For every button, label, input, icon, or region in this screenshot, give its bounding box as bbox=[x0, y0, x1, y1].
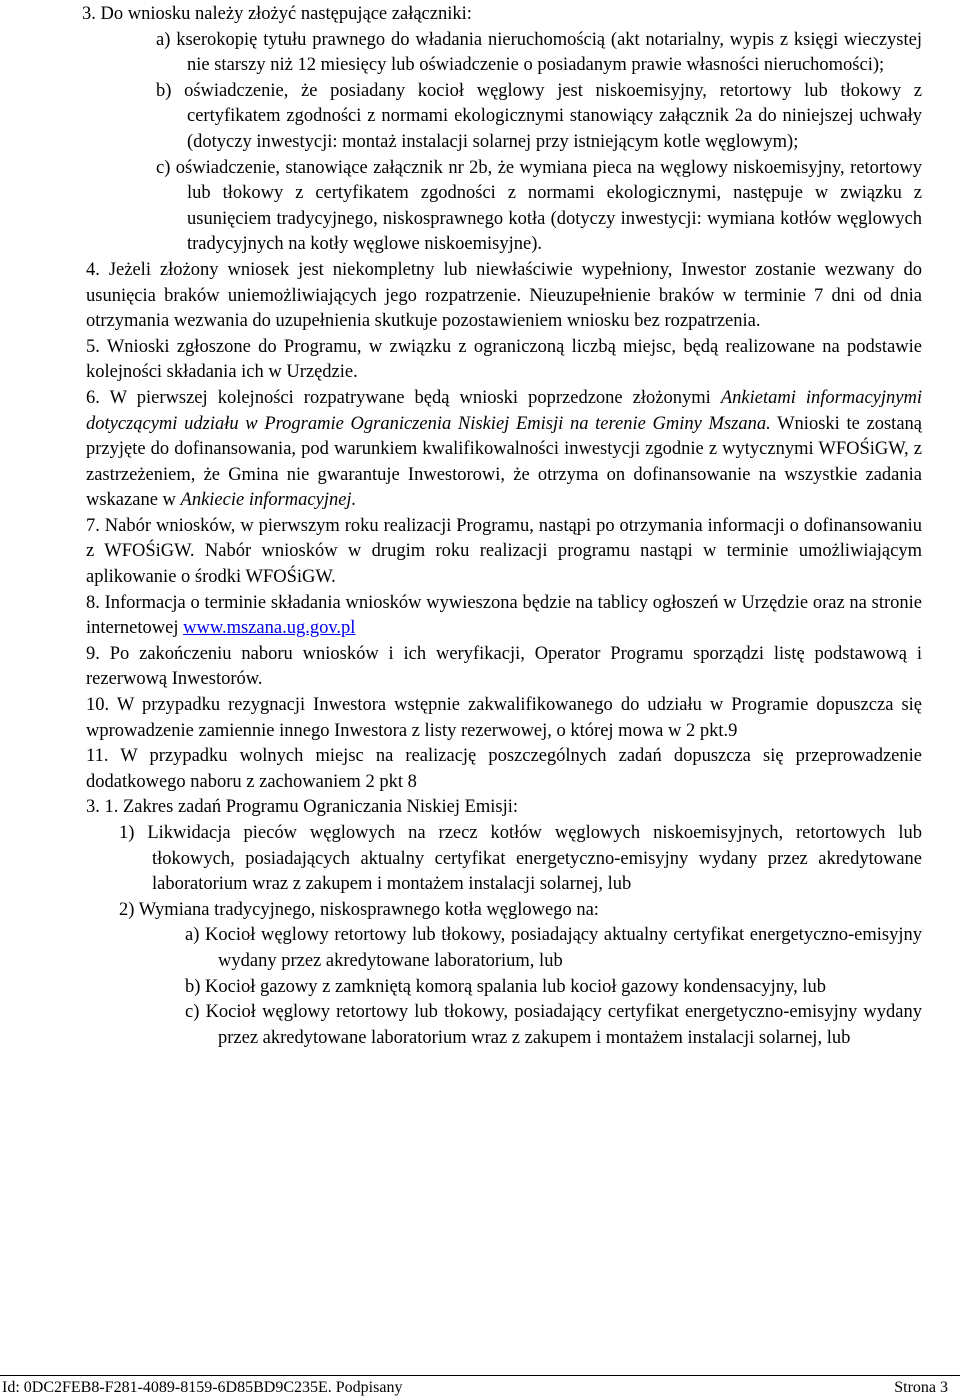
item-6-text-2: Wnioski te zostaną przyjęte do dofinansowania, pod warunkiem kwalifikowalności inwestycji zgodnie z wytycznymi WFOŚiGW, z zastrzeżeniem, że Gmina nie gwarantuje Inwestorowi, że otrzyma on dofinansowanie na wszystkie zadania wskazane w bbox=[86, 413, 922, 511]
item-6-italic-2: Ankiecie informacyjnej. bbox=[180, 490, 357, 511]
item-10: 10. W przypadku rezygnacji Inwestora wstępnie zakwalifikowanego do udziału w Programie dopuszcza się wprowadzenie zamiennie innego Inwestora z listy rezerwowej, o której mowa w 2 pkt.9 bbox=[86, 695, 922, 741]
item-8 bbox=[86, 591, 922, 642]
item-6-italic-1: Ankietami informacyjnymi dotyczącymi udziału w Programie Ograniczenia Niskiej Emisji na terenie Gminy Mszana. bbox=[86, 387, 922, 434]
document-id: Id: 0DC2FEB8-F281-4089-8159-6D85BD9C235E. Podpisany bbox=[2, 1379, 403, 1396]
item-3c: c) oświadczenie, stanowiące załącznik nr 2b, że wymiana pieca na węglowy niskoemisyjny, retortowy lub tłokowy z certyfikatem zgodności z normami ekologicznymi, następuje w związku z usunięciem tradycyjnego, niskosprawnego kotła (dotyczy inwestycji: wymiana kotłów węglowych tradycyjnych na kotły węglowe niskoemisyjne). bbox=[156, 157, 922, 255]
item-3b: b) oświadczenie, że posiadany kocioł węglowy jest niskoemisyjny, retortowy lub tłokowy z certyfikatem zgodności z normami ekologicznymi stanowiący załącznik 2a do niniejszej uchwały (dotyczy inwestycji: montaż instalacji solarnej przy istniejącym kotle węglowym); bbox=[156, 80, 922, 152]
section-3-1-heading: 3. 1. Zakres zadań Programu Ograniczania Niskiej Emisji: bbox=[86, 797, 519, 818]
page-footer bbox=[0, 1375, 960, 1397]
item-6 bbox=[86, 386, 922, 514]
item-4: 4. Jeżeli złożony wniosek jest niekompletny lub niewłaściwie wypełniony, Inwestor zostanie wezwany do usunięcia braków uniemożliwiających jego rozpatrzenie. Nieuzupełnienie braków w terminie 7 dni od dnia otrzymania wezwania do uzupełnienia skutkuje pozostawieniem wniosku bez rozpatrzenia. bbox=[86, 259, 922, 332]
section-3-1-point-2b: b) Kocioł gazowy z zamkniętą komorą spalania lub kocioł gazowy kondensacyjny, lub bbox=[185, 976, 826, 997]
website-link[interactable]: www.mszana.ug.gov.pl bbox=[183, 618, 356, 639]
document-body bbox=[82, 2, 922, 1051]
item-3-heading: 3. Do wniosku należy złożyć następujące załączniki: bbox=[82, 4, 472, 24]
item-5: 5. Wnioski zgłoszone do Programu, w związku z ograniczoną liczbą miejsc, będą realizowane na podstawie kolejności składania ich w Urzędzie. bbox=[86, 336, 922, 383]
item-3a: a) kserokopię tytułu prawnego do władania nieruchomością (akt notarialny, wypis z księgi wieczystej nie starszy niż 12 miesięcy lub oświadczenie o posiadanym prawie własności nieruchomości); bbox=[156, 29, 922, 76]
item-8-text: 8. Informacja o terminie składania wniosków wywieszona będzie na tablicy ogłoszeń w Urzędzie oraz na stronie internetowej bbox=[86, 592, 922, 639]
section-3-1-point-1: 1) Likwidacja pieców węglowych na rzecz kotłów węglowych niskoemisyjnych, retortowych lub tłokowych, posiadających aktualny certyfikat energetyczno-emisyjny wydany przez akredytowane laboratorium wraz z zakupem i montażem instalacji solarnej, lub bbox=[119, 823, 922, 895]
item-7: 7. Nabór wniosków, w pierwszym roku realizacji Programu, nastąpi po otrzymania informacji o dofinansowaniu z WFOŚiGW. Nabór wniosków w drugim roku realizacji programu nastąpi w terminie umożliwiającym aplikowanie o środki WFOŚiGW. bbox=[86, 515, 922, 588]
item-6-text-1: 6. W pierwszej kolejności rozpatrywane będą wnioski poprzedzone złożonymi bbox=[86, 387, 721, 408]
section-3-1-point-2c: c) Kocioł węglowy retortowy lub tłokowy, posiadający certyfikat energetyczno-emisyjny wydany przez akredytowane laboratorium wraz z zakupem i montażem instalacji solarnej, lub bbox=[185, 1002, 922, 1048]
section-3-1-point-2a: a) Kocioł węglowy retortowy lub tłokowy, posiadający aktualny certyfikat energetyczno-emisyjny wydany przez akredytowane laboratorium, lub bbox=[185, 925, 922, 971]
item-11: 11. W przypadku wolnych miejsc na realizację poszczególnych zadań dopuszcza się przeprowadzenie dodatkowego naboru z zachowaniem 2 pkt 8 bbox=[86, 746, 922, 792]
page-number: Strona 3 bbox=[894, 1379, 948, 1396]
item-9: 9. Po zakończeniu naboru wniosków i ich weryfikacji, Operator Programu sporządzi listę podstawową i rezerwową Inwestorów. bbox=[86, 643, 922, 690]
section-3-1-point-2: 2) Wymiana tradycyjnego, niskosprawnego kotła węglowego na: bbox=[119, 899, 599, 920]
